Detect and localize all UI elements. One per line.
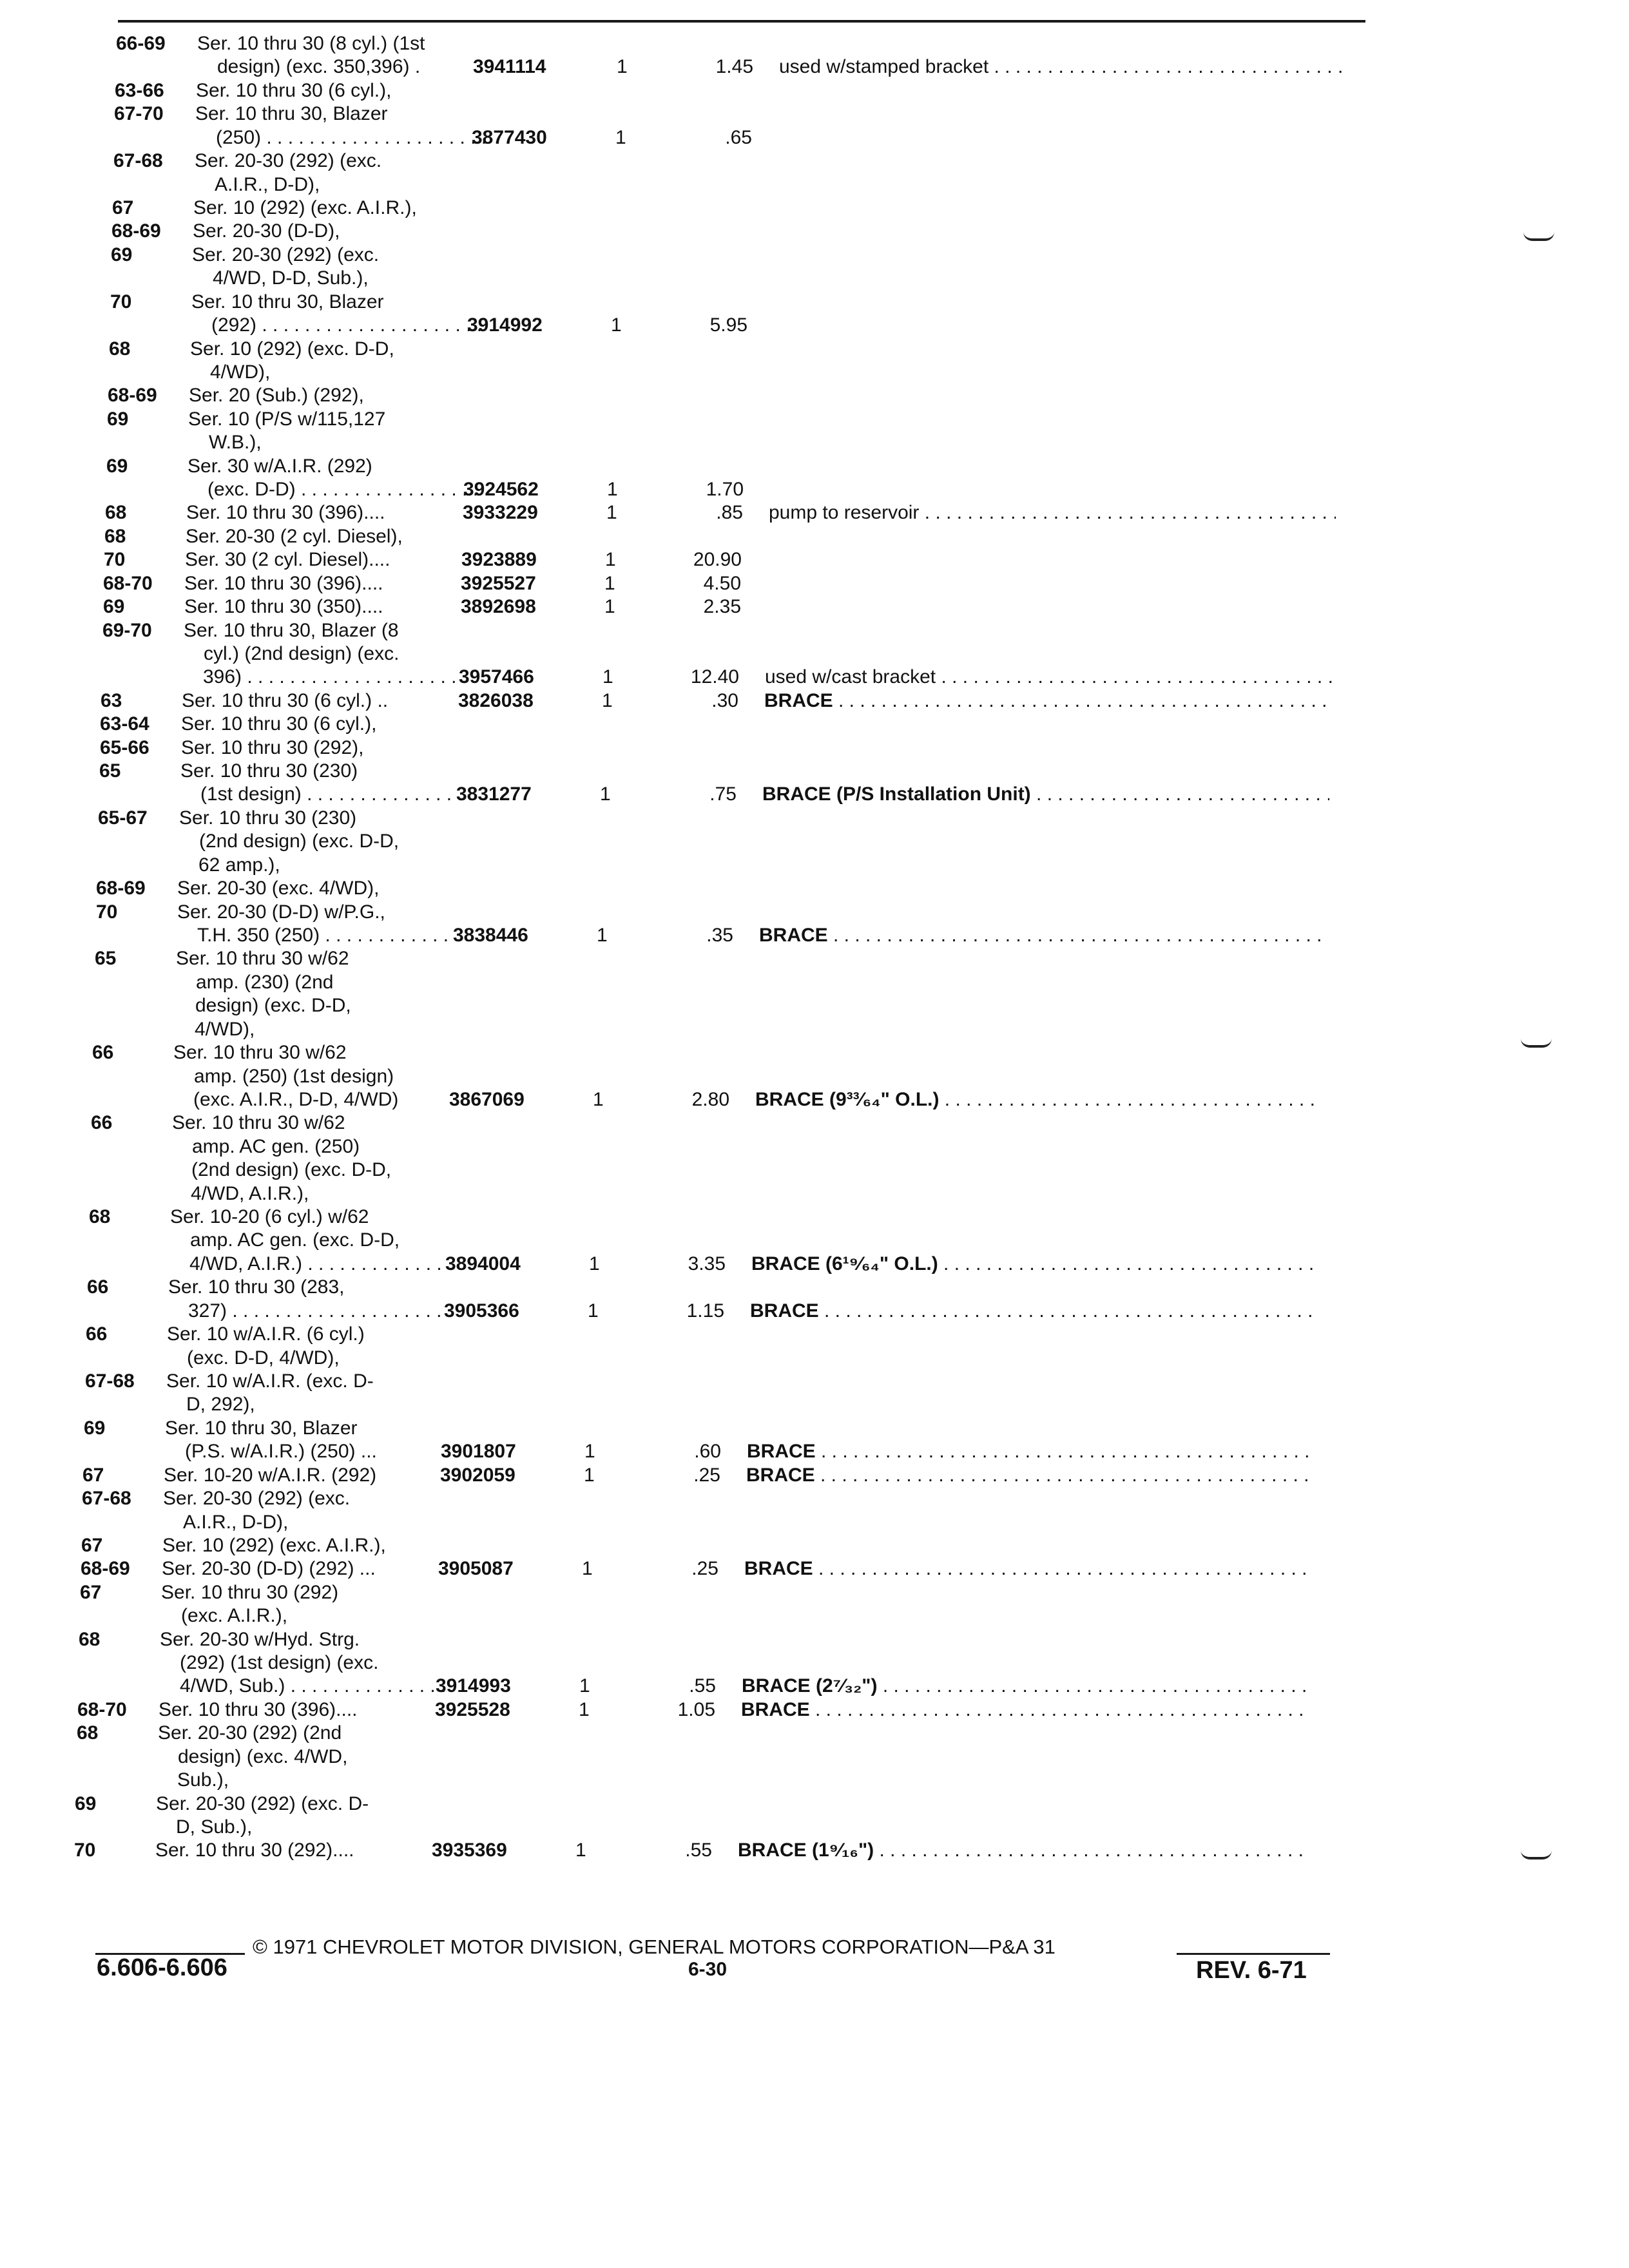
description: Ser. 20-30 (292) (exc. bbox=[195, 150, 382, 172]
catalog-entry bbox=[0, 1441, 1629, 1462]
description: design) (exc. D-D, bbox=[195, 995, 351, 1017]
price: 3.35 bbox=[688, 1253, 726, 1274]
description: Ser. 20-30 (D-D) w/P.G., bbox=[177, 901, 385, 923]
catalog-entry bbox=[0, 198, 1629, 218]
catalog-entry bbox=[0, 1582, 1629, 1603]
quantity: 1 bbox=[588, 1300, 599, 1321]
description: Ser. 10 thru 30 (396).... bbox=[186, 502, 385, 524]
description: Ser. 20-30 (2 cyl. Diesel), bbox=[186, 525, 403, 547]
catalog-entry bbox=[0, 1840, 1629, 1861]
part-number: 3892698 bbox=[461, 596, 536, 618]
catalog-entry bbox=[0, 1348, 1629, 1369]
description: Ser. 10 (292) (exc. A.I.R.), bbox=[162, 1534, 386, 1556]
price: 1.70 bbox=[706, 479, 744, 500]
year-range: 69 bbox=[75, 1792, 97, 1814]
description: Ser. 10 (292) (exc. D-D, bbox=[190, 338, 394, 360]
quantity: 1 bbox=[579, 1675, 590, 1697]
footer-section-number: 6.606-6.606 bbox=[97, 1954, 227, 1981]
description: Sub.), bbox=[177, 1769, 229, 1791]
description: D, Sub.), bbox=[176, 1816, 253, 1838]
catalog-entry bbox=[0, 503, 1629, 523]
price: 1.45 bbox=[715, 56, 753, 78]
part-number: 3914992 bbox=[467, 314, 543, 336]
year-range: 66 bbox=[91, 1112, 113, 1134]
description: Ser. 10 thru 30 (292), bbox=[181, 736, 364, 758]
catalog-entry bbox=[0, 1090, 1629, 1110]
description: (exc. A.I.R., D-D, 4/WD) bbox=[193, 1088, 399, 1110]
year-range: 69 bbox=[106, 455, 128, 477]
year-range: 69 bbox=[107, 408, 129, 430]
description: (P.S. w/A.I.R.) (250) ... bbox=[185, 1441, 377, 1463]
catalog-entry bbox=[0, 784, 1629, 805]
catalog-entry bbox=[0, 1019, 1629, 1040]
year-range: 70 bbox=[104, 549, 126, 571]
year-range: 70 bbox=[74, 1840, 96, 1861]
description: amp. (250) (1st design) bbox=[194, 1065, 394, 1087]
catalog-entry bbox=[0, 1794, 1629, 1814]
top-rule bbox=[118, 20, 1365, 23]
description: (250) . . . bbox=[216, 128, 487, 148]
catalog-entry bbox=[0, 432, 1629, 453]
description: (292) (1st design) (exc. bbox=[180, 1652, 379, 1673]
price: .55 bbox=[689, 1675, 716, 1697]
year-range: 67-68 bbox=[113, 150, 163, 172]
quantity: 1 bbox=[597, 925, 608, 946]
description: (1st design) . . . bbox=[200, 784, 471, 805]
catalog-entry bbox=[0, 573, 1629, 594]
description: 4/WD), bbox=[195, 1018, 255, 1040]
description: Ser. 10-20 (6 cyl.) w/62 bbox=[170, 1206, 369, 1227]
catalog-entry bbox=[0, 948, 1629, 969]
price: .35 bbox=[706, 925, 733, 946]
description: W.B.), bbox=[209, 432, 262, 454]
catalog-entry bbox=[0, 104, 1629, 124]
year-range: 67 bbox=[112, 197, 134, 218]
catalog-entry bbox=[0, 1488, 1629, 1509]
year-range: 67 bbox=[80, 1581, 102, 1603]
description: Ser. 30 w/A.I.R. (292) bbox=[188, 455, 372, 477]
year-range: 66 bbox=[92, 1042, 114, 1064]
catalog-entry bbox=[0, 34, 1629, 54]
description: Ser. 10 thru 30 (292) bbox=[161, 1581, 339, 1603]
catalog-entry bbox=[0, 1535, 1629, 1556]
description: Ser. 20-30 w/Hyd. Strg. bbox=[160, 1628, 360, 1650]
description: Ser. 10 thru 30, Blazer (8 bbox=[184, 619, 399, 641]
quantity: 1 bbox=[602, 689, 613, 711]
part-name: BRACE . . . bbox=[750, 1301, 1317, 1321]
quantity: 1 bbox=[584, 1441, 595, 1463]
description: design) (exc. 350,396) . bbox=[217, 56, 421, 78]
catalog-entry bbox=[0, 1394, 1629, 1415]
catalog-entry bbox=[0, 151, 1629, 171]
part-name: used w/cast bracket . . . bbox=[765, 667, 1332, 687]
description: Ser. 20-30 (292) (exc. bbox=[192, 244, 380, 265]
catalog-entry bbox=[0, 1700, 1629, 1720]
description: A.I.R., D-D), bbox=[183, 1511, 289, 1533]
catalog-entry bbox=[0, 1723, 1629, 1744]
catalog-entry bbox=[0, 315, 1629, 336]
catalog-entry bbox=[0, 878, 1629, 899]
catalog-entry bbox=[0, 81, 1629, 101]
footer-revision: REV. 6-71 bbox=[1196, 1957, 1307, 1984]
catalog-entry bbox=[0, 620, 1629, 641]
description: amp. AC gen. (250) bbox=[192, 1135, 360, 1157]
description: Ser. 10 thru 30 (230) bbox=[180, 760, 358, 782]
catalog-entry bbox=[0, 550, 1629, 570]
description: amp. (230) (2nd bbox=[196, 971, 334, 993]
description: Ser. 30 (2 cyl. Diesel).... bbox=[185, 549, 390, 571]
price: 2.80 bbox=[691, 1088, 729, 1110]
year-range: 68-69 bbox=[111, 220, 161, 242]
year-range: 67 bbox=[82, 1464, 104, 1486]
description: Ser. 20-30 (D-D), bbox=[193, 220, 340, 242]
description: Ser. 10 thru 30 (6 cyl.), bbox=[181, 713, 377, 735]
catalog-entry bbox=[0, 972, 1629, 993]
part-number: 3957466 bbox=[459, 666, 534, 688]
catalog-entry bbox=[0, 1676, 1629, 1696]
year-range: 68 bbox=[105, 502, 127, 524]
part-number: 3914993 bbox=[436, 1675, 511, 1697]
quantity: 1 bbox=[589, 1253, 600, 1274]
year-range: 63-66 bbox=[115, 79, 164, 101]
quantity: 1 bbox=[579, 1698, 590, 1720]
part-name: BRACE . . . bbox=[741, 1700, 1308, 1720]
quantity: 1 bbox=[604, 572, 615, 594]
description: cyl.) (2nd design) (exc. bbox=[204, 642, 400, 664]
quantity: 1 bbox=[611, 314, 622, 336]
description: Ser. 20-30 (exc. 4/WD), bbox=[177, 878, 380, 899]
description: Ser. 10 thru 30 w/62 bbox=[173, 1042, 347, 1064]
part-name: BRACE . . . bbox=[746, 1465, 1313, 1486]
price: .75 bbox=[709, 783, 737, 805]
part-number: 3935369 bbox=[432, 1840, 507, 1861]
year-range: 68 bbox=[109, 338, 131, 360]
description: 4/WD), bbox=[210, 361, 271, 383]
part-name: used w/stamped bracket . . . bbox=[779, 57, 1346, 77]
description: Ser. 10 thru 30, Blazer bbox=[195, 103, 388, 125]
part-name: BRACE (P/S Installation Unit) . . . bbox=[762, 784, 1329, 805]
catalog-entry bbox=[0, 1254, 1629, 1274]
year-range: 69 bbox=[103, 596, 125, 618]
description: 396) . . . bbox=[203, 667, 474, 687]
catalog-entry bbox=[0, 855, 1629, 876]
year-range: 67-70 bbox=[114, 103, 164, 125]
catalog-entry bbox=[0, 667, 1629, 687]
part-name: BRACE . . . bbox=[747, 1441, 1314, 1462]
catalog-entry bbox=[0, 1606, 1629, 1626]
catalog-entry bbox=[0, 1559, 1629, 1579]
description: Ser. 10 thru 30 (8 cyl.) (1st bbox=[197, 33, 425, 54]
description: Ser. 10 w/A.I.R. (exc. D- bbox=[166, 1370, 374, 1392]
year-range: 68-70 bbox=[77, 1698, 127, 1720]
description: Ser. 10 (P/S w/115,127 bbox=[188, 408, 386, 430]
description: Ser. 20-30 (292) (exc. bbox=[163, 1488, 351, 1509]
year-range: 67-68 bbox=[85, 1370, 135, 1392]
catalog-entry bbox=[0, 1324, 1629, 1345]
catalog-entry bbox=[0, 1817, 1629, 1838]
part-name: pump to reservoir . . . bbox=[769, 503, 1336, 523]
binder-mark bbox=[1521, 1850, 1552, 1860]
description: Ser. 10 thru 30 (292).... bbox=[155, 1840, 354, 1861]
catalog-entry bbox=[0, 1301, 1629, 1321]
year-range: 66 bbox=[86, 1323, 108, 1345]
quantity: 1 bbox=[600, 783, 611, 805]
description: (exc. A.I.R.), bbox=[181, 1605, 288, 1627]
description: Ser. 20 (Sub.) (292), bbox=[189, 385, 364, 407]
catalog-entry bbox=[0, 1160, 1629, 1180]
catalog-entry bbox=[0, 1629, 1629, 1650]
part-name: BRACE (2⁷⁄₃₂") . . . bbox=[742, 1676, 1309, 1696]
catalog-entry bbox=[0, 245, 1629, 265]
catalog-entry bbox=[0, 925, 1629, 946]
part-name: BRACE (9³³⁄₆₄" O.L.) . . . bbox=[755, 1090, 1322, 1110]
description: Ser. 10 thru 30, Blazer bbox=[191, 291, 384, 312]
year-range: 68-70 bbox=[103, 572, 153, 594]
year-range: 66-69 bbox=[116, 33, 166, 54]
description: (2nd design) (exc. D-D, bbox=[199, 831, 400, 852]
price: .25 bbox=[691, 1558, 718, 1580]
price: .55 bbox=[685, 1840, 712, 1861]
year-range: 70 bbox=[110, 291, 132, 312]
quantity: 1 bbox=[575, 1840, 586, 1861]
catalog-entry bbox=[0, 902, 1629, 923]
part-name: BRACE (6¹⁹⁄₆₄" O.L.) . . . bbox=[751, 1254, 1318, 1274]
quantity: 1 bbox=[607, 479, 618, 500]
part-number: 3924562 bbox=[463, 479, 539, 500]
year-range: 69-70 bbox=[102, 619, 152, 641]
catalog-entry bbox=[0, 995, 1629, 1016]
description: design) (exc. 4/WD, bbox=[178, 1745, 348, 1767]
description: Ser. 10 w/A.I.R. (6 cyl.) bbox=[167, 1323, 365, 1345]
year-range: 65-67 bbox=[98, 807, 148, 829]
description: Ser. 10 thru 30 (283, bbox=[168, 1276, 345, 1298]
description: Ser. 10 thru 30 (396).... bbox=[159, 1698, 358, 1720]
description: (exc. D-D, 4/WD), bbox=[187, 1347, 340, 1369]
catalog-entry bbox=[0, 409, 1629, 430]
description: (exc. D-D) . . . bbox=[207, 479, 478, 500]
price: .65 bbox=[725, 126, 752, 148]
description: Ser. 10 thru 30 (396).... bbox=[184, 572, 383, 594]
price: 1.05 bbox=[677, 1698, 715, 1720]
catalog-entry bbox=[0, 1277, 1629, 1298]
description: 4/WD, A.I.R.) . . . bbox=[189, 1254, 460, 1274]
year-range: 65 bbox=[99, 760, 121, 782]
description: Ser. 10 thru 30 (350).... bbox=[184, 596, 383, 618]
catalog-entry bbox=[0, 808, 1629, 829]
catalog-entry bbox=[0, 128, 1629, 148]
description: Ser. 10 (292) (exc. A.I.R.), bbox=[193, 197, 417, 218]
catalog-entry bbox=[0, 761, 1629, 782]
year-range: 69 bbox=[84, 1417, 106, 1439]
catalog-entry bbox=[0, 1371, 1629, 1392]
description: 62 amp.), bbox=[198, 854, 280, 876]
description: Ser. 20-30 (292) (exc. D- bbox=[156, 1792, 369, 1814]
quantity: 1 bbox=[593, 1088, 604, 1110]
part-number: 3923889 bbox=[461, 549, 537, 571]
catalog-entry bbox=[0, 1066, 1629, 1087]
year-range: 70 bbox=[96, 901, 118, 923]
year-range: 68-69 bbox=[108, 385, 157, 407]
quantity: 1 bbox=[606, 502, 617, 524]
description: 327) . . . bbox=[188, 1301, 459, 1321]
binder-mark bbox=[1521, 1039, 1552, 1048]
part-number: 3826038 bbox=[458, 689, 534, 711]
year-range: 67-68 bbox=[82, 1488, 131, 1509]
part-name: BRACE . . . bbox=[744, 1559, 1311, 1579]
part-name: BRACE . . . bbox=[759, 925, 1326, 946]
catalog-entry bbox=[0, 1747, 1629, 1767]
catalog-entry bbox=[0, 339, 1629, 360]
catalog-entry bbox=[0, 268, 1629, 289]
price: 5.95 bbox=[709, 314, 747, 336]
catalog-entry bbox=[0, 57, 1629, 77]
catalog-entry bbox=[0, 175, 1629, 195]
catalog-entry bbox=[0, 526, 1629, 547]
part-number: 3894004 bbox=[445, 1253, 521, 1274]
catalog-entry bbox=[0, 1653, 1629, 1673]
footer-rule-right bbox=[1177, 1953, 1330, 1955]
part-number: 3905087 bbox=[438, 1558, 514, 1580]
catalog-entry bbox=[0, 1512, 1629, 1533]
part-number: 3867069 bbox=[449, 1088, 525, 1110]
year-range: 66 bbox=[87, 1276, 109, 1298]
part-number: 3838446 bbox=[453, 925, 528, 946]
part-number: 3925528 bbox=[435, 1698, 510, 1720]
description: Ser. 10-20 w/A.I.R. (292) bbox=[164, 1464, 377, 1486]
year-range: 65-66 bbox=[100, 736, 149, 758]
catalog-entry bbox=[0, 385, 1629, 406]
catalog-entry bbox=[0, 714, 1629, 735]
year-range: 68-69 bbox=[81, 1558, 130, 1580]
part-number: 3831277 bbox=[456, 783, 532, 805]
price: .25 bbox=[693, 1464, 720, 1486]
part-number: 3933229 bbox=[463, 502, 538, 524]
price: 1.15 bbox=[686, 1300, 724, 1321]
description: Ser. 10 thru 30 w/62 bbox=[176, 948, 349, 970]
description: Ser. 10 thru 30, Blazer bbox=[165, 1417, 358, 1439]
catalog-entry bbox=[0, 597, 1629, 617]
quantity: 1 bbox=[602, 666, 613, 688]
price: 20.90 bbox=[693, 549, 742, 571]
year-range: 68 bbox=[89, 1206, 111, 1227]
price: 12.40 bbox=[690, 666, 739, 688]
catalog-entry bbox=[0, 1207, 1629, 1227]
part-number: 3941114 bbox=[473, 56, 546, 78]
description: Ser. 10 thru 30 w/62 bbox=[172, 1112, 345, 1134]
quantity: 1 bbox=[582, 1558, 593, 1580]
description: 4/WD, A.I.R.), bbox=[191, 1182, 309, 1204]
part-number: 3901807 bbox=[441, 1441, 516, 1463]
description: amp. AC gen. (exc. D-D, bbox=[190, 1229, 400, 1251]
part-number: 3925527 bbox=[461, 572, 536, 594]
catalog-entry bbox=[0, 292, 1629, 312]
catalog-entry bbox=[0, 831, 1629, 852]
catalog-entry bbox=[0, 644, 1629, 664]
part-name: BRACE . . . bbox=[764, 691, 1331, 711]
catalog-entry bbox=[0, 1465, 1629, 1486]
description: Ser. 20-30 (D-D) (292) ... bbox=[162, 1558, 376, 1580]
year-range: 68-69 bbox=[96, 878, 146, 899]
description: 4/WD, D-D, Sub.), bbox=[213, 267, 369, 289]
footer-page-number: 6-30 bbox=[688, 1959, 728, 1980]
part-number: 3905366 bbox=[444, 1300, 519, 1321]
year-range: 68 bbox=[79, 1628, 101, 1650]
year-range: 63 bbox=[101, 689, 122, 711]
catalog-entry bbox=[0, 479, 1629, 500]
year-range: 65 bbox=[95, 948, 117, 970]
year-range: 69 bbox=[111, 244, 133, 265]
binder-mark bbox=[1523, 232, 1554, 241]
price: 4.50 bbox=[703, 572, 741, 594]
description: T.H. 350 (250) . . . bbox=[197, 925, 468, 946]
part-number: 3902059 bbox=[440, 1464, 516, 1486]
catalog-entry bbox=[0, 1230, 1629, 1251]
description: A.I.R., D-D), bbox=[215, 173, 320, 195]
quantity: 1 bbox=[605, 549, 616, 571]
catalog-entry bbox=[0, 1137, 1629, 1157]
year-range: 68 bbox=[77, 1722, 99, 1744]
year-range: 63-64 bbox=[100, 713, 149, 735]
description: (2nd design) (exc. D-D, bbox=[191, 1159, 392, 1181]
description: Ser. 20-30 (292) (2nd bbox=[158, 1722, 342, 1744]
description: 4/WD, Sub.) . . . bbox=[180, 1676, 450, 1696]
part-name: BRACE (1⁹⁄₁₆") . . . bbox=[738, 1840, 1305, 1861]
price: .30 bbox=[711, 689, 738, 711]
catalog-entry bbox=[0, 1043, 1629, 1063]
footer-copyright: © 1971 CHEVROLET MOTOR DIVISION, GENERAL MOTORS CORPORATION—P&A 31 bbox=[253, 1936, 1055, 1958]
description: Ser. 10 thru 30 (6 cyl.) .. bbox=[182, 689, 389, 711]
description: D, 292), bbox=[186, 1394, 255, 1416]
catalog-entry bbox=[0, 738, 1629, 758]
catalog-entry bbox=[0, 1418, 1629, 1439]
year-range: 68 bbox=[104, 525, 126, 547]
price: .60 bbox=[694, 1441, 721, 1463]
catalog-entry bbox=[0, 456, 1629, 477]
price: .85 bbox=[716, 502, 743, 524]
part-number: 3877430 bbox=[472, 126, 547, 148]
price: 2.35 bbox=[703, 596, 741, 618]
description: (292) . . . bbox=[211, 315, 482, 336]
catalog-entry bbox=[0, 221, 1629, 242]
quantity: 1 bbox=[615, 126, 626, 148]
quantity: 1 bbox=[604, 596, 615, 618]
catalog-entry bbox=[0, 1184, 1629, 1204]
catalog-entry bbox=[0, 691, 1629, 711]
year-range: 67 bbox=[81, 1534, 103, 1556]
description: Ser. 10 thru 30 (230) bbox=[179, 807, 357, 829]
catalog-entry bbox=[0, 1770, 1629, 1791]
description: Ser. 10 thru 30 (6 cyl.), bbox=[196, 79, 392, 101]
catalog-entry bbox=[0, 362, 1629, 383]
catalog-entry bbox=[0, 1113, 1629, 1133]
quantity: 1 bbox=[584, 1464, 595, 1486]
quantity: 1 bbox=[617, 56, 628, 78]
